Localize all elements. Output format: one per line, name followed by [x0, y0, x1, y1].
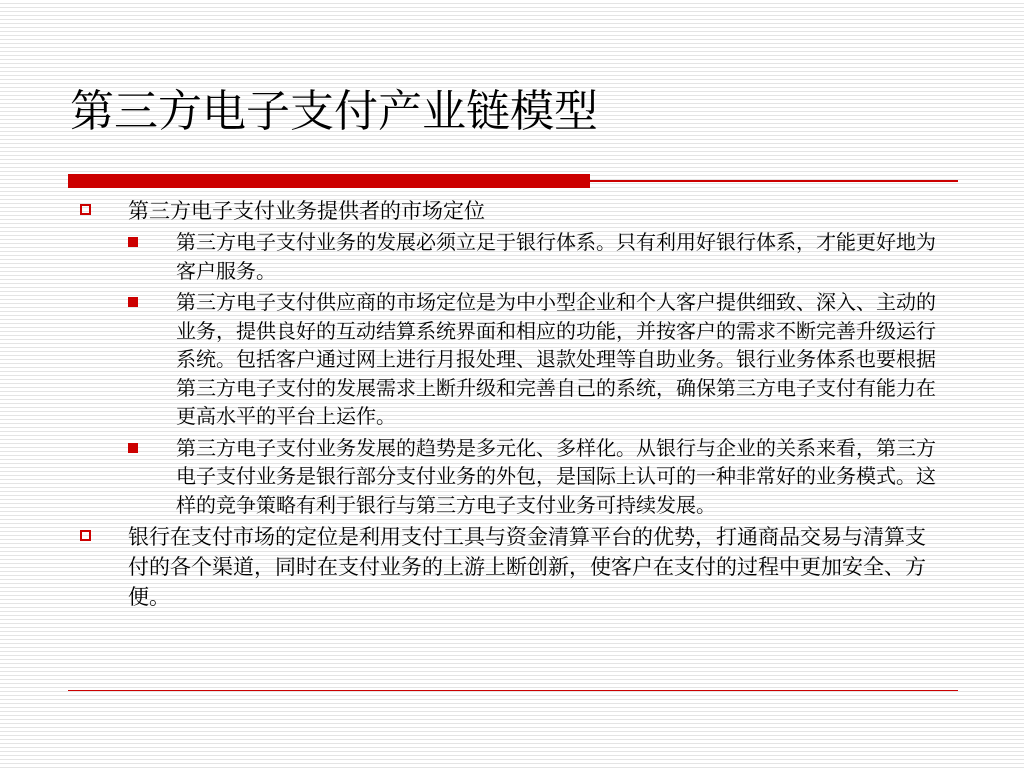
bullet-level2	[76, 288, 946, 431]
bullet-text: 第三方电子支付业务提供者的市场定位	[128, 199, 485, 223]
bullet-list	[76, 196, 946, 612]
bullet-level2	[76, 228, 946, 285]
hollow-square-bullet-icon	[80, 530, 91, 541]
solid-square-bullet-icon	[128, 237, 138, 247]
bullet-text: 第三方电子支付业务的发展必须立足于银行体系。只有利用好银行体系，才能更好地为客户服务。	[176, 230, 936, 283]
bullet-level2	[76, 434, 946, 520]
title-divider-thin	[590, 180, 958, 182]
bullet-level1	[76, 196, 946, 226]
bullet-level1	[76, 522, 946, 612]
footer-divider	[68, 690, 958, 691]
solid-square-bullet-icon	[128, 297, 138, 307]
bullet-text: 银行在支付市场的定位是利用支付工具与资金清算平台的优势，打通商品交易与清算支付的各个渠道，同时在支付业务的上游上断创新，使客户在支付的过程中更加安全、方便。	[128, 525, 926, 609]
solid-square-bullet-icon	[128, 443, 138, 453]
slide-title: 第三方电子支付产业链模型	[70, 86, 598, 137]
bullet-text: 第三方电子支付业务发展的趋势是多元化、多样化。从银行与企业的关系来看，第三方电子支付业务是银行部分支付业务的外包，是国际上认可的一种非常好的业务模式。这样的竞争策略有利于银行与第三方电子支付业务可持续发展。	[176, 435, 936, 517]
title-divider	[68, 174, 958, 188]
hollow-square-bullet-icon	[80, 204, 91, 215]
title-divider-thick	[68, 174, 590, 188]
bullet-text: 第三方电子支付供应商的市场定位是为中小型企业和个人客户提供细致、深入、主动的业务，提供良好的互动结算系统界面和相应的功能，并按客户的需求不断完善升级运行系统。包括客户通过网上进行月报处理、退款处理等自助业务。银行业务体系也要根据第三方电子支付的发展需求上断升级和完善自己的系统，确保第三方电子支付有能力在更高水平的平台上运作。	[176, 290, 936, 428]
